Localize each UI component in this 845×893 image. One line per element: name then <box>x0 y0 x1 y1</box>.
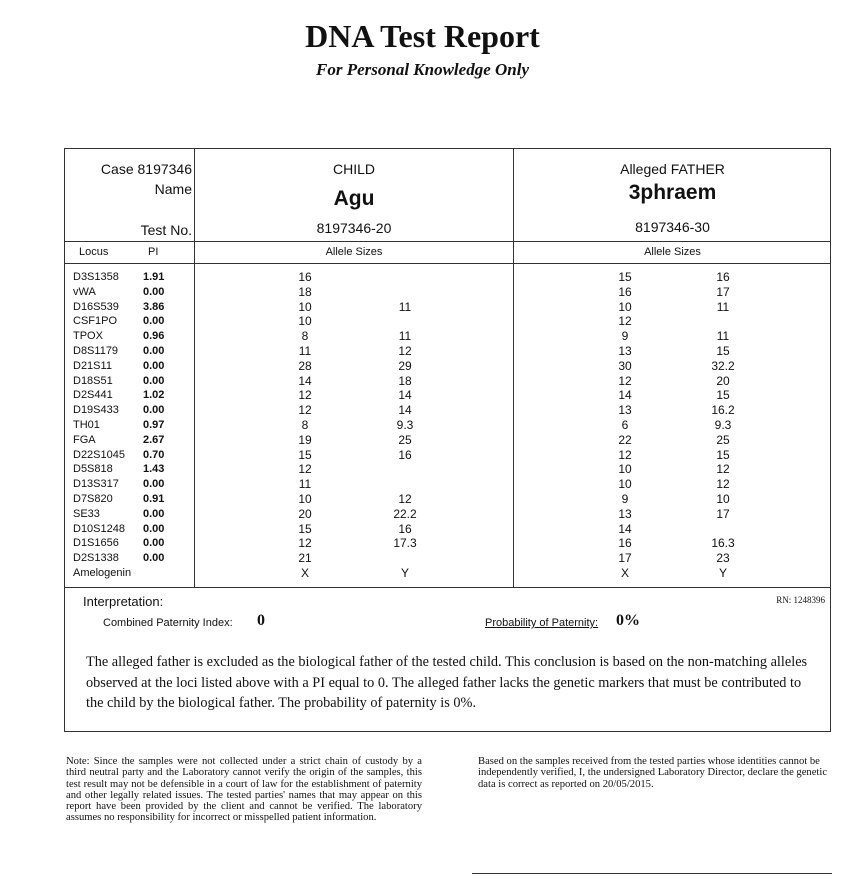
father-allele-header: Allele Sizes <box>644 246 701 258</box>
case-number: Case 8197346 <box>100 161 192 177</box>
cell-c2: 16 <box>398 521 412 536</box>
cell-pi: 0.70 <box>143 448 165 461</box>
table-row <box>65 300 830 315</box>
table-row <box>65 329 830 344</box>
cell-pi: 0.91 <box>143 493 165 505</box>
cell-pi: 0.97 <box>143 419 165 431</box>
table-row <box>65 492 830 507</box>
cell-locus: TPOX <box>73 330 103 343</box>
cell-c1: 12 <box>298 462 312 477</box>
cell-f2: 16 <box>716 270 730 284</box>
cell-f2: 10 <box>716 492 730 506</box>
cell-pi: 0.00 <box>143 345 165 357</box>
cell-locus: D1S1656 <box>73 537 119 550</box>
cell-c2: 14 <box>398 403 412 418</box>
cell-c1: 10 <box>298 299 312 314</box>
father-heading: Alleged FATHER <box>620 161 725 177</box>
table-row <box>65 551 830 566</box>
table-row <box>65 507 830 522</box>
table-row <box>65 403 830 418</box>
cpi-label: Combined Paternity Index: <box>103 617 233 629</box>
table-row <box>65 285 830 300</box>
cell-c2: 9.3 <box>396 418 414 432</box>
cell-locus: Amelogenin <box>73 567 132 579</box>
father-name: 3phraem <box>628 181 717 204</box>
child-name: Agu <box>333 187 375 210</box>
cell-pi: 0.00 <box>143 359 165 372</box>
cell-locus: D10S1248 <box>73 522 125 535</box>
cell-c1: 15 <box>298 521 312 536</box>
cell-f1: 12 <box>618 373 632 388</box>
cell-f2: Y <box>718 566 727 580</box>
locus-header: Locus <box>79 246 109 258</box>
cell-locus: D5S818 <box>73 463 113 476</box>
table-row <box>65 462 830 477</box>
cell-c2: 22.2 <box>393 506 417 521</box>
cell-c1: 21 <box>298 551 312 566</box>
father-test-no: 8197346-30 <box>635 219 710 235</box>
cell-locus: D8S1179 <box>73 345 119 357</box>
cell-locus: D3S1358 <box>73 271 119 283</box>
cell-pi: 0.00 <box>143 478 165 491</box>
child-allele-header: Allele Sizes <box>325 246 383 258</box>
table-row <box>65 388 830 403</box>
cell-f2: 15 <box>716 344 730 358</box>
cell-f1: 10 <box>618 299 632 314</box>
probability-value: 0% <box>616 612 640 629</box>
report-title: DNA Test Report <box>305 18 540 54</box>
director-declaration: Based on the samples received from the tested parties whose identities cannot be independently verified, I, the undersigned Laboratory Director, declare the genetic data is correct as reported on 20/05/2015. <box>478 756 828 790</box>
cell-c1: 12 <box>298 388 312 403</box>
cell-f1: 13 <box>618 506 632 521</box>
table-row <box>65 314 830 329</box>
cell-pi: 1.02 <box>143 389 165 402</box>
cell-f1: X <box>620 566 629 580</box>
cpi-value: 0 <box>257 612 265 629</box>
cell-f1: 13 <box>618 403 632 418</box>
cell-c2: 25 <box>398 432 412 447</box>
cell-c1: 28 <box>298 358 312 373</box>
cell-f2: 11 <box>716 299 730 314</box>
cell-pi: 0.00 <box>143 522 165 535</box>
cell-locus: D2S1338 <box>73 552 119 565</box>
report-subtitle: For Personal Knowledge Only <box>316 60 529 79</box>
cell-pi: 0.96 <box>143 330 165 343</box>
conclusion-text: The alleged father is excluded as the biological father of the tested child. This conclusion is based on the non-matching alleles observed at the loci listed above with a PI equal to 0. The alleged father lacks the genetic markers that must be contributed to the child by the biological father. The probability of paternity is 0%. <box>86 654 808 711</box>
cell-c1: X <box>300 566 309 580</box>
cell-locus: vWA <box>73 285 96 298</box>
cell-f2: 17 <box>716 506 730 521</box>
cell-f1: 22 <box>618 432 632 447</box>
cell-c1: 10 <box>298 492 312 506</box>
cell-pi: 0.00 <box>143 285 165 298</box>
cell-f2: 17 <box>716 284 730 299</box>
child-test-no: 8197346-20 <box>316 220 392 236</box>
cell-c1: 11 <box>298 477 312 492</box>
cell-c2: 17.3 <box>393 536 417 551</box>
cell-locus: FGA <box>73 433 96 446</box>
cell-f1: 10 <box>618 462 632 477</box>
cell-c2: 29 <box>398 358 412 373</box>
cell-pi: 0.00 <box>143 552 165 565</box>
cell-f1: 14 <box>618 388 632 403</box>
cell-f2: 20 <box>716 373 730 388</box>
cell-locus: D2S441 <box>73 389 113 402</box>
cell-c2: 11 <box>398 329 412 344</box>
cell-f2: 15 <box>716 447 730 462</box>
cell-f1: 6 <box>621 418 629 432</box>
cell-f2: 32.2 <box>711 358 735 373</box>
cell-f1: 17 <box>618 551 632 566</box>
cell-pi: 0.00 <box>143 507 165 520</box>
cell-c1: 8 <box>301 329 309 344</box>
cell-f1: 12 <box>618 447 632 462</box>
test-no-label: Test No. <box>140 222 192 238</box>
cell-f1: 9 <box>621 329 629 344</box>
cell-locus: D7S820 <box>73 493 113 505</box>
cell-f2: 16.3 <box>711 536 735 551</box>
signature-line <box>472 873 832 874</box>
cell-locus: D19S433 <box>73 404 119 417</box>
cell-c2: 18 <box>398 373 412 388</box>
cell-f1: 9 <box>621 492 629 506</box>
divider <box>65 263 830 264</box>
allele-table-body <box>65 270 830 585</box>
table-row <box>65 433 830 448</box>
cell-c1: 20 <box>298 506 312 521</box>
cell-c1: 10 <box>298 314 312 329</box>
table-row <box>65 359 830 374</box>
cell-locus: D16S539 <box>73 300 119 313</box>
cell-f1: 15 <box>618 270 632 284</box>
cell-c1: 18 <box>298 284 312 299</box>
interpretation-label: Interpretation: <box>83 594 164 609</box>
cell-locus: D18S51 <box>73 374 113 387</box>
cell-c2: 12 <box>398 344 412 358</box>
cell-f2: 12 <box>716 477 730 492</box>
table-row <box>65 374 830 389</box>
cell-locus: TH01 <box>73 419 100 431</box>
name-label: Name <box>154 181 192 197</box>
child-heading: CHILD <box>332 161 375 177</box>
cell-f2: 16.2 <box>711 403 735 418</box>
cell-c2: Y <box>400 566 409 580</box>
divider <box>65 587 830 588</box>
cell-f2: 25 <box>716 432 730 447</box>
cell-f2: 15 <box>716 388 730 403</box>
cell-locus: SE33 <box>73 507 100 520</box>
pi-header: PI <box>148 246 159 258</box>
cell-pi: 2.67 <box>143 433 165 446</box>
cell-f1: 16 <box>618 284 632 299</box>
cell-f1: 10 <box>618 477 632 492</box>
record-number: RN: 1248396 <box>776 595 825 605</box>
cell-locus: D21S11 <box>73 359 112 372</box>
cell-f1: 12 <box>618 314 632 329</box>
cell-c2: 12 <box>398 492 412 506</box>
cell-c1: 8 <box>301 418 309 432</box>
cell-f2: 9.3 <box>714 418 732 432</box>
cell-c1: 12 <box>298 536 312 551</box>
disclaimer-note: Note: Since the samples were not collected under a strict chain of custody by a third neutral party and the Laboratory cannot verify the origin of the samples, this test result may not be defensible in a court of law for the establishment of paternity and other legally related issues. The tested parties' names that may appear on this report have been provided by the client and cannot be verified. The laboratory assumes no responsibility for incorrect or misspelled patient information. <box>66 756 422 824</box>
cell-pi: 0.00 <box>143 374 165 387</box>
cell-pi: 3.86 <box>143 300 165 313</box>
cell-f2: 12 <box>716 462 730 477</box>
cell-pi: 1.91 <box>143 271 165 283</box>
cell-c1: 12 <box>298 403 312 418</box>
cell-c1: 11 <box>298 344 312 358</box>
cell-pi: 0.00 <box>143 315 165 328</box>
cell-c1: 14 <box>298 373 312 388</box>
table-row <box>65 522 830 537</box>
table-row <box>65 448 830 463</box>
cell-c1: 19 <box>298 432 312 447</box>
cell-c2: 11 <box>398 299 412 314</box>
table-row <box>65 536 830 551</box>
cell-pi: 1.43 <box>143 463 165 476</box>
table-row <box>65 270 830 285</box>
cell-f1: 13 <box>618 344 632 358</box>
cell-f1: 14 <box>618 521 632 536</box>
cell-c2: 16 <box>398 447 412 462</box>
table-row <box>65 418 830 433</box>
cell-f2: 11 <box>716 329 730 344</box>
table-row <box>65 566 830 581</box>
cell-locus: CSF1PO <box>73 315 118 328</box>
cell-pi: 0.00 <box>143 404 165 417</box>
cell-c1: 15 <box>298 447 312 462</box>
table-row <box>65 477 830 492</box>
cell-locus: D22S1045 <box>73 448 125 461</box>
report-table-frame <box>64 148 831 732</box>
cell-locus: D13S317 <box>73 478 119 491</box>
cell-c1: 16 <box>298 270 312 284</box>
probability-label: Probability of Paternity: <box>485 617 599 629</box>
cell-pi: 0.00 <box>143 537 165 550</box>
cell-f2: 23 <box>716 551 730 566</box>
cell-f1: 30 <box>618 358 632 373</box>
cell-f1: 16 <box>618 536 632 551</box>
table-row <box>65 344 830 359</box>
divider <box>65 241 830 242</box>
cell-c2: 14 <box>398 388 412 403</box>
